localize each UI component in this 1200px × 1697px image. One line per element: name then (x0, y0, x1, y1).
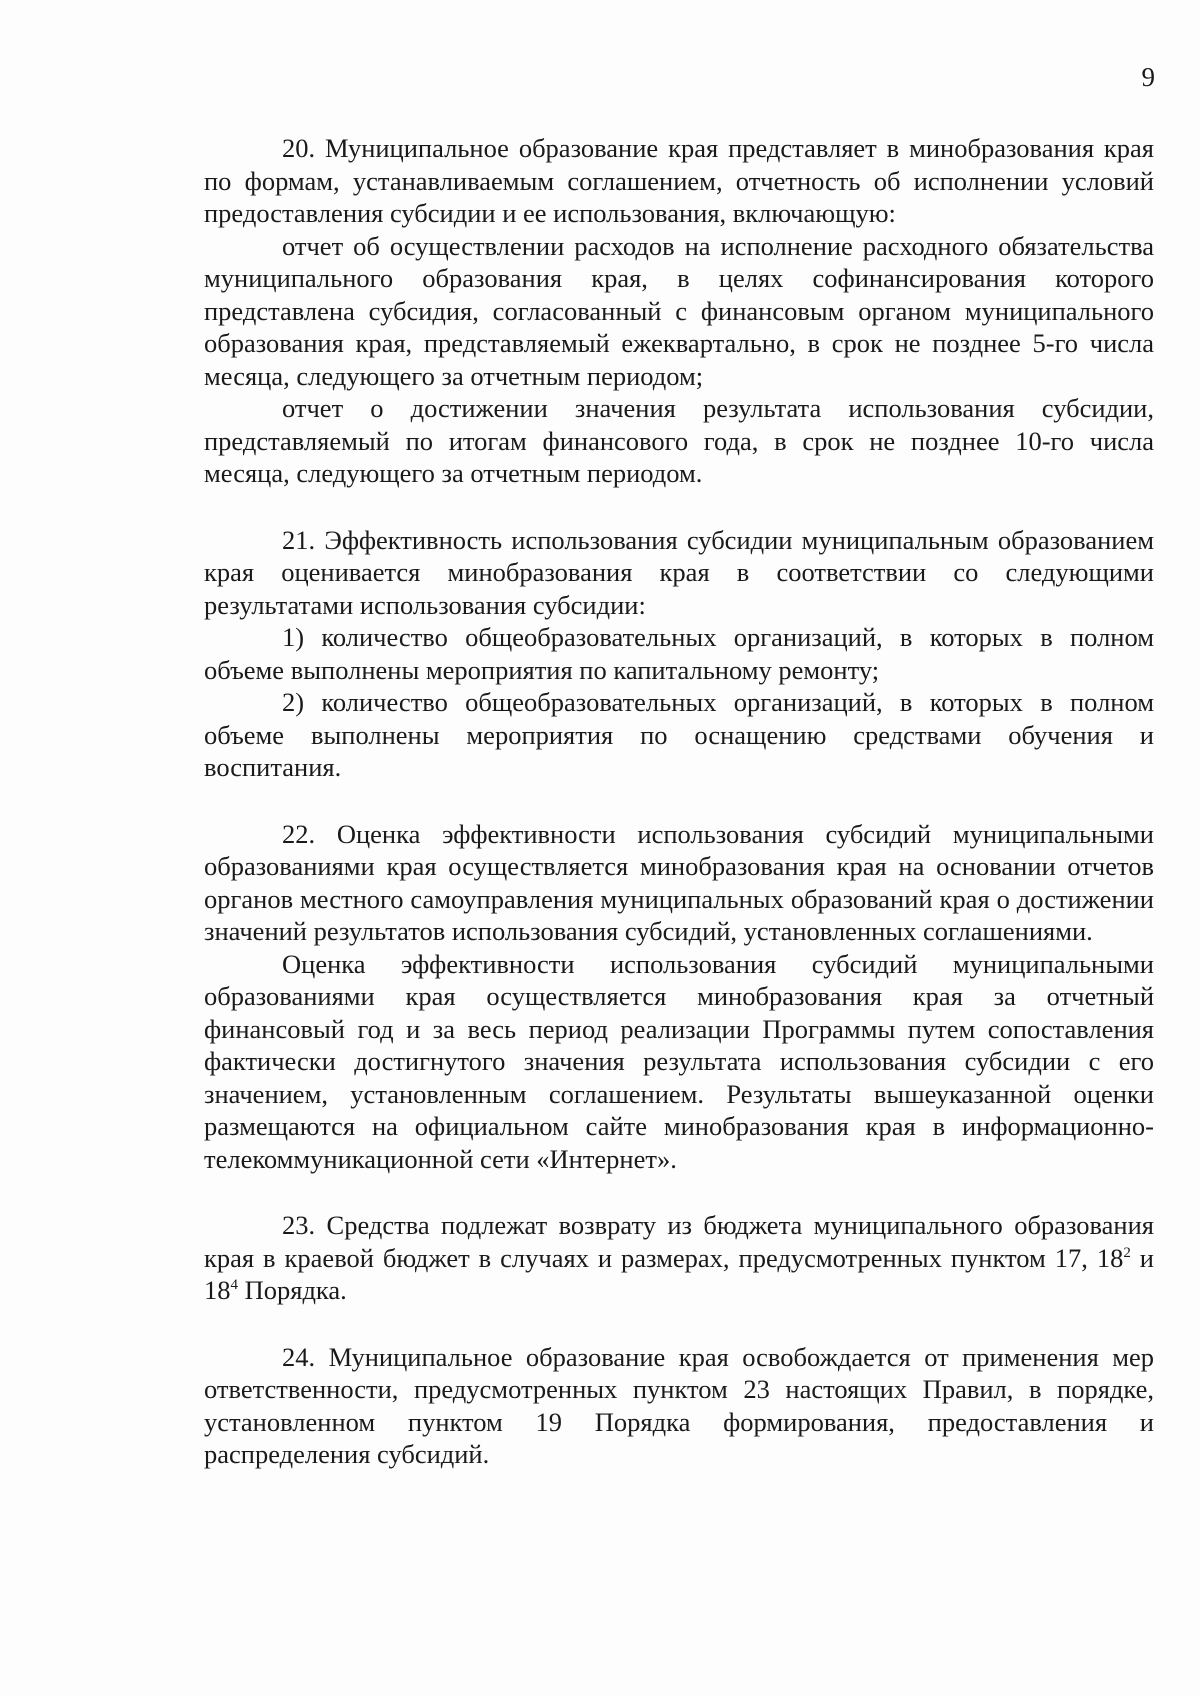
text-run: Порядка. (238, 1275, 347, 1305)
page-number: 9 (1141, 62, 1155, 92)
list-item: 2) количество общеобразовательных организаций, в которых в полном объеме выполнены мероприятия по оснащению средствами обучения и воспитания. (204, 687, 1154, 782)
section-21 (204, 524, 1154, 784)
paragraph: 21. Эффективность использования субсидии муниципальным образованием края оценивается минобразования края в соответствии со следующими результатами использования субсидии: (204, 524, 1154, 620)
paragraph: 22. Оценка эффективности использования субсидий муниципальными образованиями края осуществляется минобразования края на основании отчетов органов местного самоуправления муниципальных образований края о достижении значений результатов использования субсидий, установленных соглашениями. (204, 818, 1154, 946)
paragraph: 20. Муниципальное образование края представляет в минобразования края по формам, устанавливаемым соглашением, отчетность об исполнении условий предоставления субсидии и ее использования, включающую: (204, 133, 1154, 228)
text-run: 23. Средства подлежат возврату из бюджета муниципального образования края в краевой бюджет в случаях и размерах, предусмотренных пунктом 17, 18 (204, 1210, 1154, 1273)
section-24 (204, 1341, 1154, 1471)
document-body (204, 132, 1154, 1471)
paragraph: 24. Муниципальное образование края освобождается от применения мер ответственности, предусмотренных пунктом 23 настоящих Правил, в порядке, установленном пунктом 19 Порядка формирования, предоставления и распределения субсидий. (204, 1341, 1154, 1469)
paragraph: отчет об осуществлении расходов на исполнение расходного обязательства муниципального образования края, в целях софинансирования которого представлена субсидия, согласованный с финансовым органом муниципального образования края, представляемый ежеквартально, в срок не позднее 5-го числа месяца, следующего за отчетным периодом; (204, 230, 1154, 391)
paragraph (204, 1209, 1154, 1307)
paragraph: Оценка эффективности использования субсидий муниципальными образованиями края осуществляется минобразования края за отчетный финансовый год и за весь период реализации Программы путем сопоставления фактически достигнутого значения результата использования субсидии с его значением, установленным соглашением. Результаты вышеуказанной оценки размещаются на официальном сайте минобразования края в информационно-телекоммуникационной сети «Интернет». (204, 948, 1154, 1174)
superscript: 4 (230, 1277, 238, 1293)
section-22 (204, 818, 1154, 1176)
superscript: 2 (1123, 1244, 1131, 1261)
text-run: и 18 (204, 1242, 1154, 1305)
section-20 (204, 132, 1154, 490)
list-item: 1) количество общеобразовательных организаций, в которых в полном объеме выполнены мероприятия по капитальному ремонту; (204, 622, 1154, 685)
paragraph: отчет о достижении значения результата использования субсидии, представляемый по итогам финансового года, в срок не позднее 10-го числа месяца, следующего за отчетным периодом. (204, 393, 1154, 488)
section-23 (204, 1209, 1154, 1307)
